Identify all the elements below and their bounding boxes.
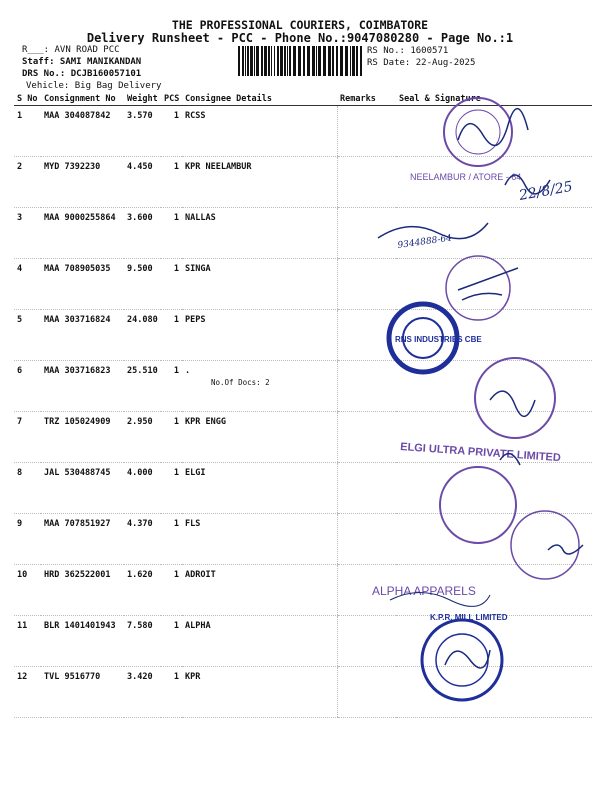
row-sno-text: 12 [17,672,28,682]
alpha-stamp-text: ALPHA APPARELS [372,584,476,598]
row-pcs-text: 1 [173,519,179,529]
fls-stamp-icon [440,467,516,543]
col-weight: Weight [124,92,161,106]
col-remarks: Remarks [337,92,396,106]
row-weight-text: 4.000 [127,468,153,478]
drs-number: DRS No.: DCJB160057101 [22,69,142,79]
row-consignee-text: . [185,366,191,376]
route-label: R___: AVN ROAD PCC [22,45,120,55]
row-consignment-no-text: MAA 9000255864 [44,213,116,223]
kpr-stamp-text: NEELAMBUR / ATORE - 64 [410,172,522,182]
row-weight-text: 4.450 [127,162,153,172]
hospital-stamp-inner-icon [456,110,500,154]
row-pcs-text: 1 [173,621,179,631]
row-consignment-no-text: BLR 1401401943 [44,621,116,631]
row-pcs-text: 1 [173,111,179,121]
row-consignee-text: RCSS [185,111,206,121]
row-pcs-text: 1 [173,213,179,223]
col-consignment: Consignment No [41,92,124,106]
adroit-stamp-icon [511,511,579,579]
row-pcs-text: 1 [173,264,179,274]
row-sno-text: 10 [17,570,28,580]
vehicle-label: Vehicle: Big Bag Delivery [26,81,162,91]
row-consignee-text: KPR [185,672,201,682]
row-sno-text: 9 [17,519,23,529]
row-consignment-no-text: MAA 707851927 [44,519,111,529]
row-weight-text: 3.600 [127,213,153,223]
row-weight-text: 4.370 [127,519,153,529]
row-consignee-text: NALLAS [185,213,216,223]
row-sno-text: 6 [17,366,23,376]
phone-note: 9344888-64 [397,233,453,251]
row-weight-text: 3.570 [127,111,153,121]
handwritten-date: 22/8/25 [517,178,574,204]
row-consignment-no-text: MAA 303716823 [44,366,111,376]
row-consignment-no-text: TVL 9516770 [44,672,101,682]
signature-12-icon [445,650,490,668]
kpr-engg-stamp-icon [475,358,555,438]
row-docs-count: No.Of Docs: 2 [211,378,270,387]
row-consignee-text: KPR NEELAMBUR [185,162,252,172]
signature-1-icon [458,109,528,146]
row-consignee-text: ALPHA [185,621,211,631]
row-pcs-text: 1 [173,162,179,172]
runsheet-title: Delivery Runsheet - PCC - Phone No.:9047080280 - Page No.:1 [86,31,514,45]
row-consignment-no-text: MAA 304087842 [44,111,111,121]
col-pcs: PCS [161,92,182,106]
row-pcs-text: 1 [173,417,179,427]
row-consignee-text: PEPS [185,315,206,325]
row-consignment-no-text: MAA 708905035 [44,264,111,274]
row-weight-text: 25.510 [127,366,158,376]
row-weight-text: 24.080 [127,315,158,325]
row-sno-text: 7 [17,417,23,427]
signature-7-icon [490,391,535,416]
rs-date: RS Date: 22-Aug-2025 [367,58,476,68]
row-consignee-text: KPR ENGG [185,417,226,427]
row-weight-text: 9.500 [127,264,153,274]
row-pcs-text: 1 [173,570,179,580]
kpr-mill-stamp-inner-icon [436,634,488,686]
staff-label: Staff: SAMI MANIKANDAN [22,57,142,67]
row-sno-text: 4 [17,264,23,274]
row-consignment-no-text: MYD 7392230 [44,162,101,172]
row-consignee-text: ELGI [185,468,206,478]
row-consignee-text: ADROIT [185,570,216,580]
col-consignee: Consignee Details [182,92,337,106]
kpr-mill-stamp-text: K.P.R. MILL LIMITED [430,613,508,622]
company-title: THE PROFESSIONAL COURIERS, COIMBATORE [171,18,429,32]
rns-stamp-text: RNS INDUSTRIES CBE [395,335,482,344]
row-consignment-no-text: HRD 362522001 [44,570,111,580]
row-sno-text: 8 [17,468,23,478]
row-sno-text: 5 [17,315,23,325]
row-consignment-no-text: TRZ 105024909 [44,417,111,427]
elgi-stamp-text: ELGI ULTRA PRIVATE LIMITED [399,441,562,465]
row-weight-text: 3.420 [127,672,153,682]
row-pcs-text: 1 [173,315,179,325]
row-pcs-text: 1 [173,366,179,376]
row-pcs-text: 1 [173,468,179,478]
row-consignment-no-text: MAA 303716824 [44,315,111,325]
row-sno-text: 3 [17,213,23,223]
row-weight-text: 1.620 [127,570,153,580]
row-weight-text: 2.950 [127,417,153,427]
kpr-mill-stamp-icon [422,620,502,700]
hospital-stamp-icon [444,98,512,166]
row-consignee-text: FLS [185,519,201,529]
row-weight-text: 7.580 [127,621,153,631]
row-sno-text: 2 [17,162,23,172]
row-pcs-text: 1 [173,672,179,682]
row-sno-text: 11 [17,621,28,631]
col-sno: S No [14,92,41,106]
singa-stamp-icon [446,256,510,320]
row-sno-text: 1 [17,111,23,121]
col-seal: Seal & Signature [396,92,592,106]
row-consignee-text: SINGA [185,264,211,274]
rs-number: RS No.: 1600571 [367,46,449,56]
row-consignment-no-text: JAL 530488745 [44,468,111,478]
